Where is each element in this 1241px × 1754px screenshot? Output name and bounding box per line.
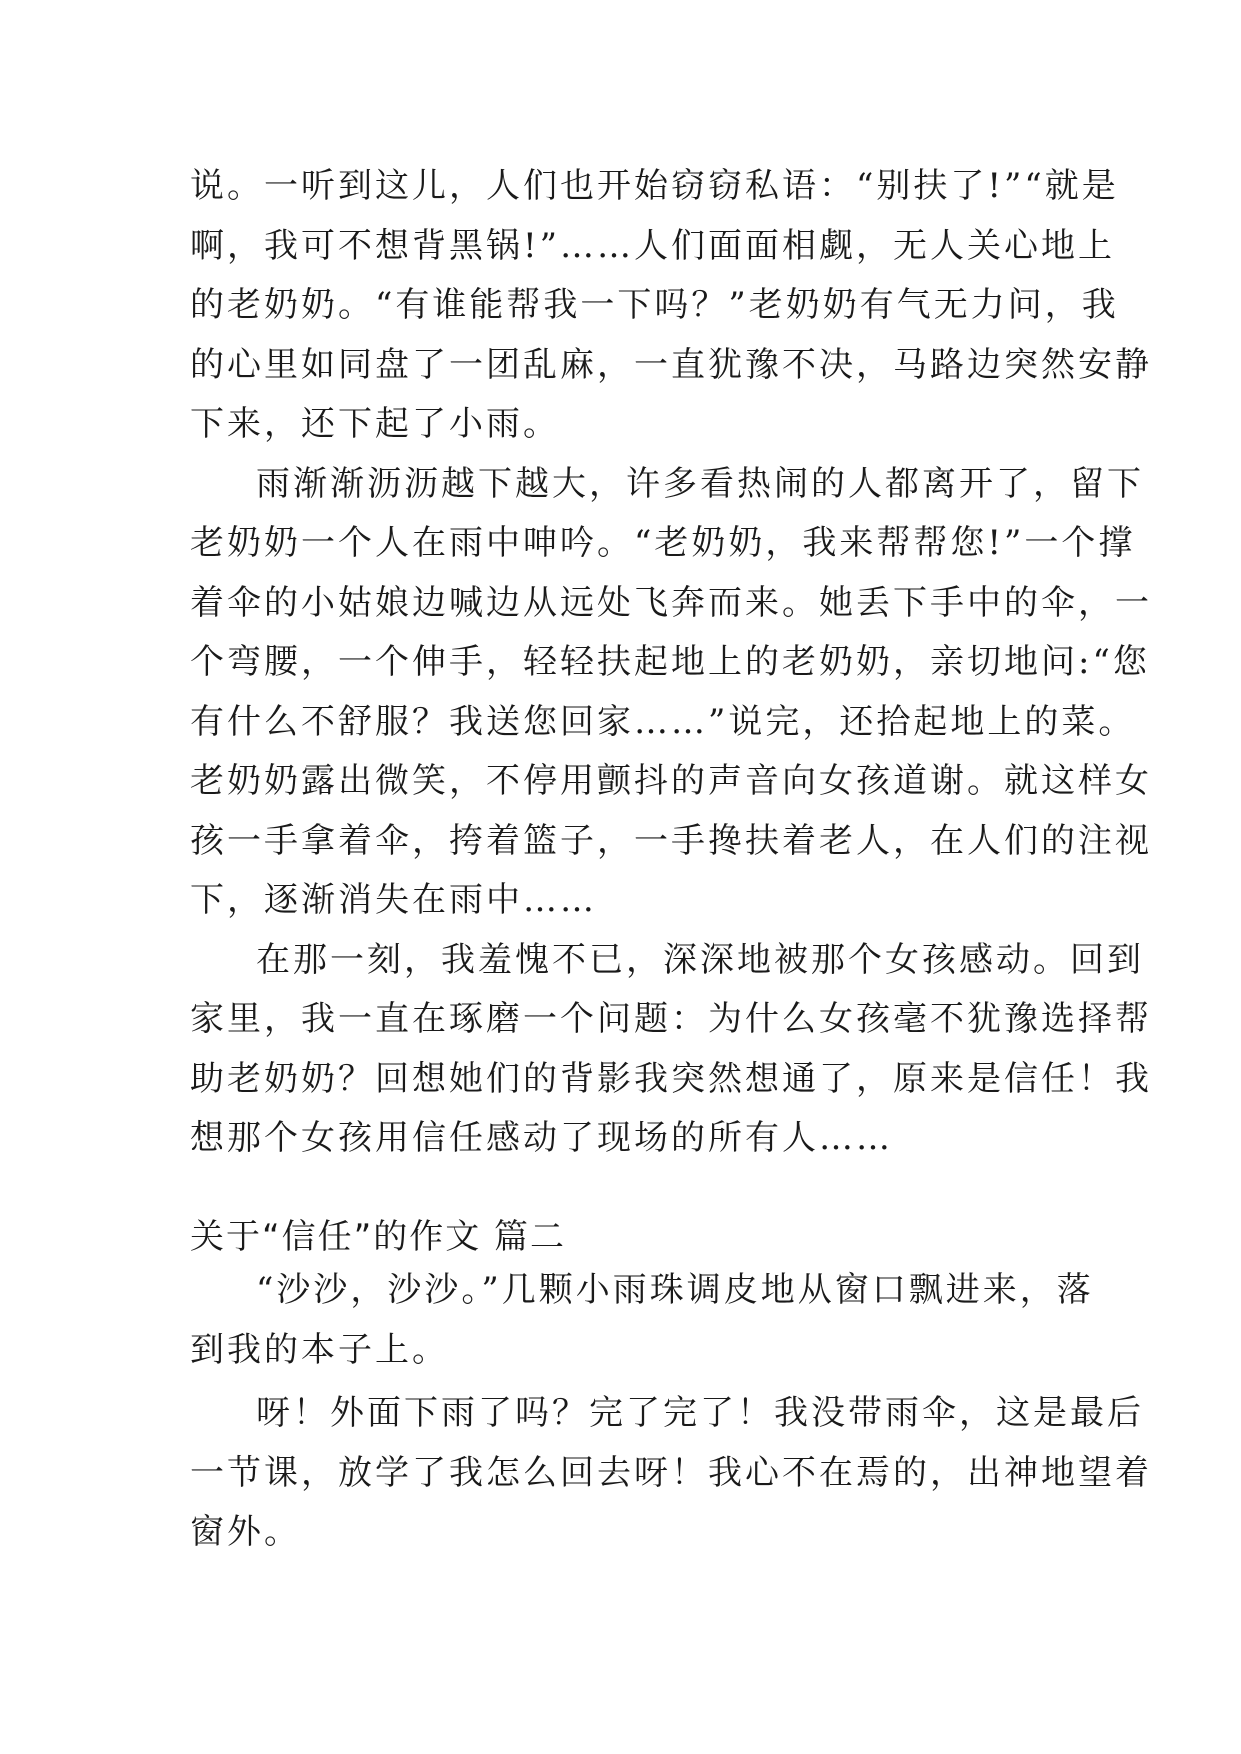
text-line: 到我的本子上。 [190,1330,449,1370]
text-line: 家里，我一直在琢磨一个问题：为什么女孩毫不犹豫选择帮 [190,999,1152,1039]
text-line: 想那个女孩用信任感动了现场的所有人…… [190,1118,893,1158]
text-line: 的老奶奶。“有谁能帮我一下吗？”老奶奶有气无力问，我 [190,285,1119,325]
text-line: 的心里如同盘了一团乱麻，一直犹豫不决，马路边突然安静 [190,345,1152,385]
text-line: 下来，还下起了小雨。 [190,404,560,444]
paragraph-start-line: “沙沙，沙沙。”几颗小雨珠调皮地从窗口飘进来，落 [256,1270,1094,1310]
text-line: 一节课，放学了我怎么回去呀！我心不在焉的，出神地望着 [190,1453,1152,1493]
text-line: 助老奶奶？回想她们的背影我突然想通了，原来是信任！我 [190,1059,1152,1099]
text-line: 下，逐渐消失在雨中…… [190,880,597,920]
text-line: 窗外。 [190,1512,301,1552]
text-line: 个弯腰，一个伸手，轻轻扶起地上的老奶奶，亲切地问:“您 [190,642,1150,682]
text-line: 说。一听到这儿，人们也开始窃窃私语：“别扶了!”“就是 [190,166,1119,206]
text-line: 有什么不舒服？我送您回家……”说完，还拾起地上的菜。 [190,702,1136,742]
text-line: 啊，我可不想背黑锅!”……人们面面相觑，无人关心地上 [190,226,1116,266]
paragraph-start-line: 呀！外面下雨了吗？完了完了！我没带雨伞，这是最后 [256,1393,1144,1433]
paragraph-start-line: 在那一刻，我羞愧不已，深深地被那个女孩感动。回到 [256,940,1144,980]
paragraph-start-line: 雨渐渐沥沥越下越大，许多看热闹的人都离开了，留下 [256,464,1144,504]
text-line: 老奶奶一个人在雨中呻吟。“老奶奶，我来帮帮您!”一个撑 [190,523,1136,563]
text-line: 孩一手拿着伞，挎着篮子，一手搀扶着老人，在人们的注视 [190,821,1152,861]
text-line: 着伞的小姑娘边喊边从远处飞奔而来。她丢下手中的伞，一 [190,583,1152,623]
text-line: 老奶奶露出微笑，不停用颤抖的声音向女孩道谢。就这样女 [190,761,1152,801]
section-heading: 关于“信任”的作文 篇二 [190,1217,567,1257]
